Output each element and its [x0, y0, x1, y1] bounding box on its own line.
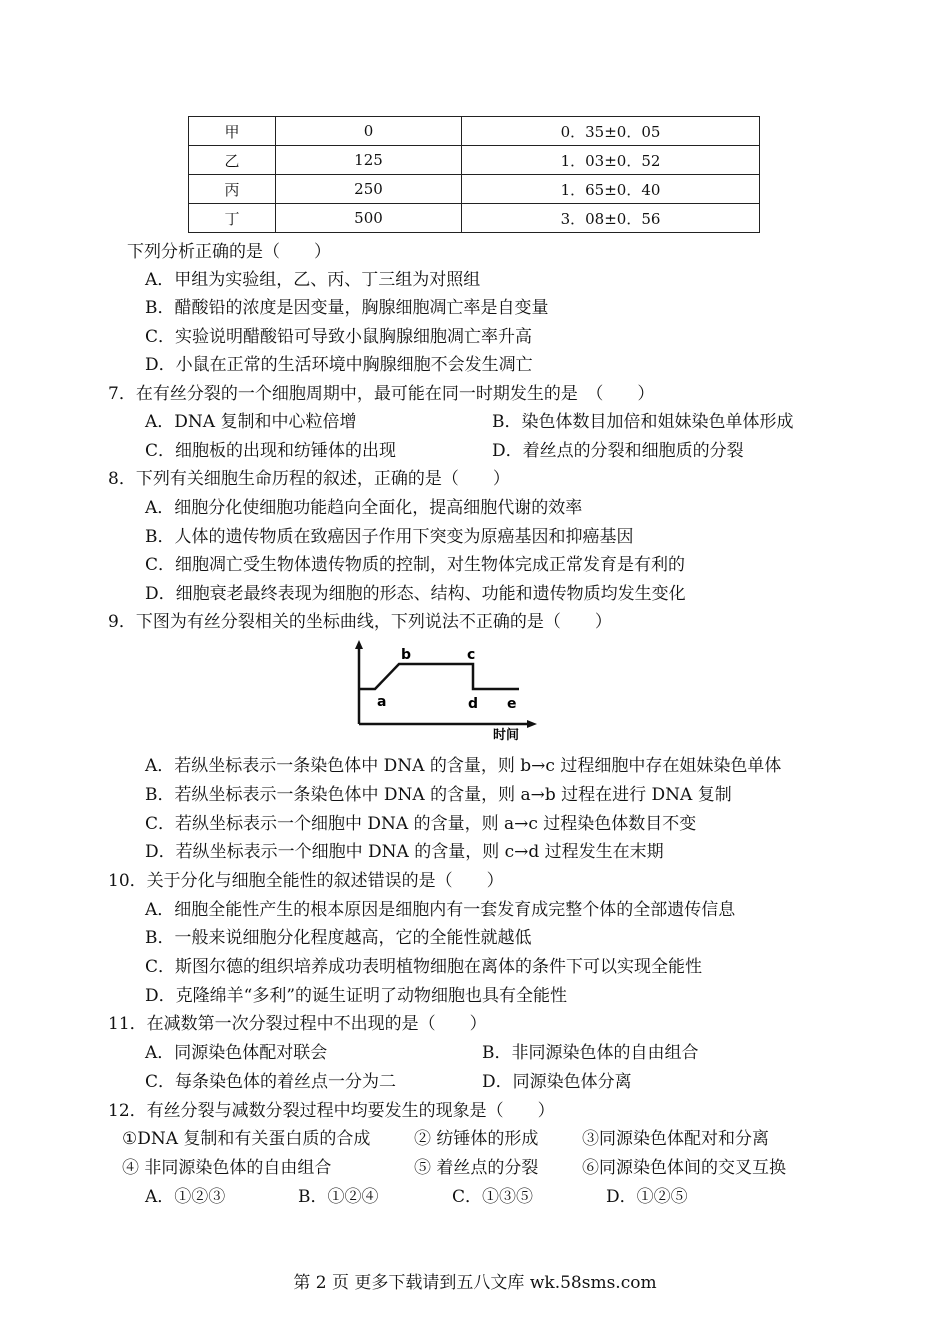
label-e: e [507, 696, 517, 712]
q8-option-c: C．细胞凋亡受生物体遗传物质的控制，对生物体完成正常发育是有利的 [145, 555, 686, 575]
q9-option-d: D．若纵坐标表示一个细胞中 DNA 的含量，则 c→d 过程发生在末期 [145, 842, 664, 862]
label-b: b [401, 647, 412, 663]
dose-cell: 250 [276, 175, 462, 204]
q12-option-a: A．①②③ [145, 1187, 226, 1207]
curve [359, 664, 519, 689]
q12-item-6: ⑥同源染色体间的交叉互换 [582, 1158, 786, 1178]
label-a: a [377, 694, 387, 710]
q10-option-b: B．一般来说细胞分化程度越高，它的全能性就越低 [145, 928, 532, 948]
rate-cell: 1．65±0．40 [462, 175, 760, 204]
q6-option-a: A．甲组为实验组，乙、丙、丁三组为对照组 [145, 270, 481, 290]
y-axis-arrow [355, 640, 363, 649]
table-row [189, 146, 760, 175]
q12-item-1: ①DNA 复制和有关蛋白质的合成 [122, 1129, 371, 1149]
dose-cell: 125 [276, 146, 462, 175]
table-row [189, 204, 760, 233]
table-row [189, 175, 760, 204]
q12-stem: 12．有丝分裂与减数分裂过程中均要发生的现象是（ ） [108, 1101, 555, 1121]
q6-stem: 下列分析正确的是（ ） [127, 242, 331, 262]
group-cell: 丙 [189, 175, 276, 204]
q8-stem: 8．下列有关细胞生命历程的叙述，正确的是（ ） [108, 469, 510, 489]
q11-stem: 11．在减数第一次分裂过程中不出现的是（ ） [108, 1014, 487, 1034]
rate-cell: 1．03±0．52 [462, 146, 760, 175]
label-c: c [467, 647, 476, 663]
q10-option-a: A．细胞全能性产生的根本原因是细胞内有一套发育成完整个体的全部遗传信息 [145, 900, 736, 920]
q8-option-b: B．人体的遗传物质在致癌因子作用下突变为原癌基因和抑癌基因 [145, 527, 634, 547]
q12-item-4: ④ 非同源染色体的自由组合 [122, 1158, 332, 1178]
q11-option-b: B．非同源染色体的自由组合 [482, 1043, 699, 1063]
dose-cell: 500 [276, 204, 462, 233]
q11-option-c: C．每条染色体的着丝点一分为二 [145, 1072, 397, 1092]
q7-stem: 7．在有丝分裂的一个细胞周期中，最可能在同一时期发生的是 （ ） [108, 384, 655, 404]
rate-cell: 3．08±0．56 [462, 204, 760, 233]
q12-option-d: D．①②⑤ [606, 1187, 688, 1207]
table-row [189, 117, 760, 146]
q8-option-d: D．细胞衰老最终表现为细胞的形态、结构、功能和遗传物质均发生变化 [145, 584, 686, 604]
group-cell: 乙 [189, 146, 276, 175]
q9-option-b: B．若纵坐标表示一条染色体中 DNA 的含量，则 a→b 过程在进行 DNA 复制 [145, 785, 732, 805]
q12-option-c: C．①③⑤ [452, 1187, 534, 1207]
q9-option-a: A．若纵坐标表示一条染色体中 DNA 的含量，则 b→c 过程细胞中存在姐妹染色单体 [145, 756, 782, 776]
page-footer: 第 2 页 更多下载请到五八文库 wk.58sms.com [293, 1273, 657, 1293]
q9-option-c: C．若纵坐标表示一个细胞中 DNA 的含量，则 a→c 过程染色体数目不变 [145, 814, 697, 834]
x-axis-label: 时间 [493, 728, 520, 743]
q10-option-c: C．斯图尔德的组织培养成功表明植物细胞在离体的条件下可以实现全能性 [145, 957, 703, 977]
q12-item-5: ⑤ 着丝点的分裂 [414, 1158, 539, 1178]
q12-option-b: B．①②④ [298, 1187, 379, 1207]
dose-cell: 0 [276, 117, 462, 146]
q8-option-a: A．细胞分化使细胞功能趋向全面化，提高细胞代谢的效率 [145, 498, 583, 518]
q11-option-a: A．同源染色体配对联会 [145, 1043, 328, 1063]
group-cell: 丁 [189, 204, 276, 233]
x-axis-arrow [527, 720, 537, 728]
q6-option-c: C．实验说明醋酸铅可导致小鼠胸腺细胞凋亡率升高 [145, 327, 533, 347]
q7-option-d: D．着丝点的分裂和细胞质的分裂 [492, 441, 744, 461]
q10-stem: 10．关于分化与细胞全能性的叙述错误的是（ ） [108, 871, 504, 891]
q11-option-d: D．同源染色体分离 [482, 1072, 632, 1092]
data-table [188, 116, 760, 233]
q12-item-2: ② 纺锤体的形成 [414, 1129, 539, 1149]
q7-option-b: B．染色体数目加倍和姐妹染色单体形成 [492, 412, 794, 432]
rate-cell: 0．35±0．05 [462, 117, 760, 146]
q10-option-d: D．克隆绵羊“多利”的诞生证明了动物细胞也具有全能性 [145, 986, 568, 1006]
q6-option-d: D．小鼠在正常的生活环境中胸腺细胞不会发生凋亡 [145, 355, 533, 375]
q7-option-c: C．细胞板的出现和纺锤体的出现 [145, 441, 397, 461]
label-d: d [468, 696, 479, 712]
q7-option-a: A．DNA 复制和中心粒倍增 [145, 412, 357, 432]
q6-option-b: B．醋酸铅的浓度是因变量，胸腺细胞凋亡率是自变量 [145, 298, 549, 318]
q9-stem: 9．下图为有丝分裂相关的坐标曲线，下列说法不正确的是（ ） [108, 612, 612, 632]
q12-item-3: ③同源染色体配对和分离 [582, 1129, 769, 1149]
group-cell: 甲 [189, 117, 276, 146]
q9-figure [345, 638, 545, 746]
